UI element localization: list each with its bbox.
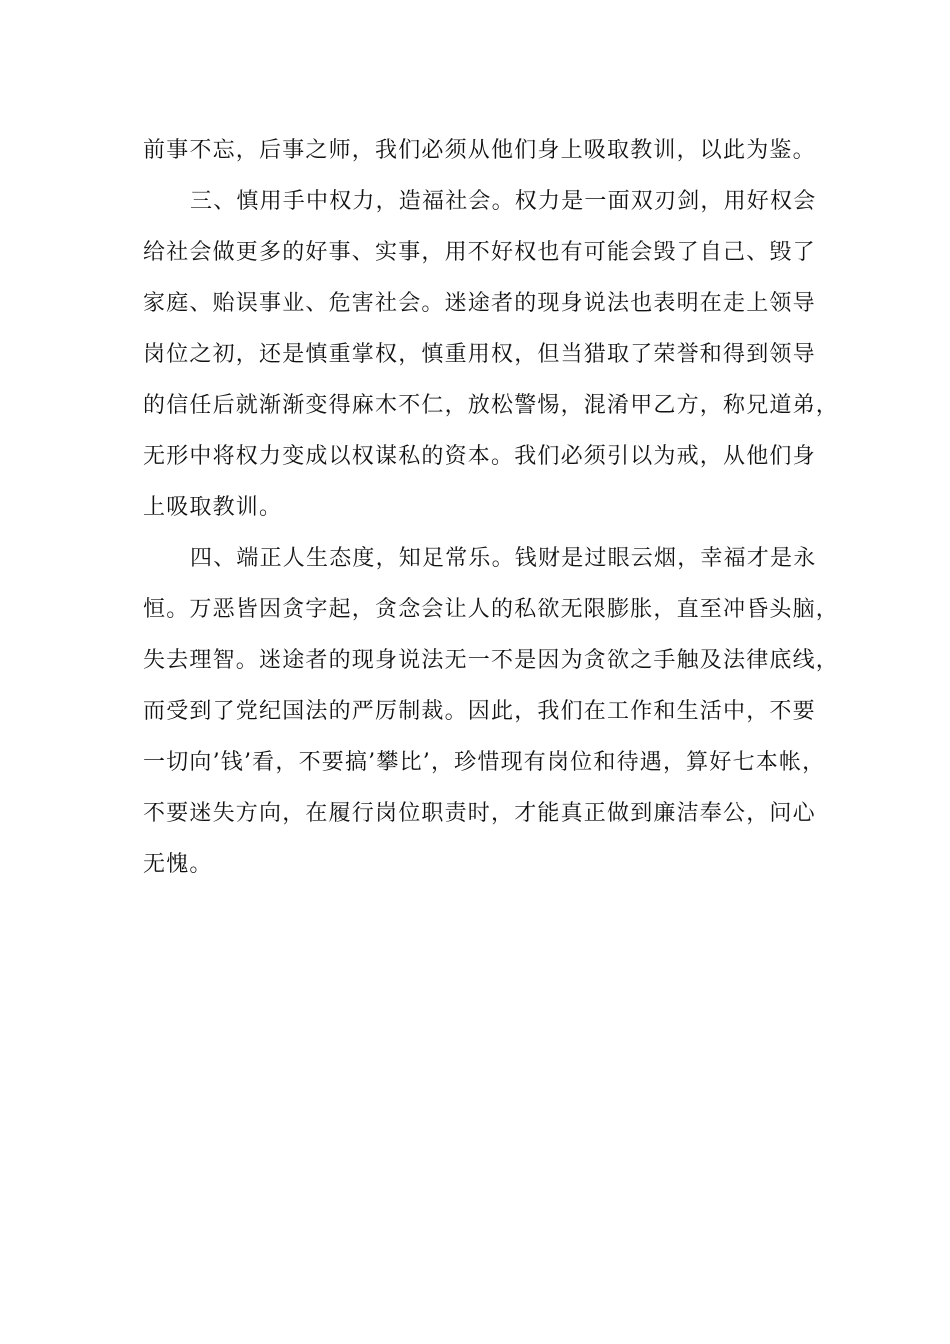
- paragraph-heading-line: 四、端正人生态度，知足常乐。钱财是过眼云烟，幸福才是永: [190, 546, 817, 571]
- text-line: 不要迷失方向，在履行岗位职责时，才能真正做到廉洁奉公，问心: [143, 801, 816, 826]
- text-line: 给社会做更多的好事、实事，用不好权也有可能会毁了自己、毁了: [143, 240, 816, 265]
- text-line: 无形中将权力变成以权谋私的资本。我们必须引以为戒，从他们身: [143, 444, 816, 469]
- text-line: 岗位之初，还是慎重掌权，慎重用权，但当猎取了荣誉和得到领导: [143, 342, 816, 367]
- text-line: 的信任后就渐渐变得麻木不仁，放松警惕，混淆甲乙方，称兄道弟，: [143, 393, 840, 418]
- text-line: 前事不忘，后事之师，我们必须从他们身上吸取教训，以此为鉴。: [143, 138, 816, 163]
- text-line: 一切向’钱’看，不要搞’攀比’，珍惜现有岗位和待遇，算好七本帐，: [143, 750, 826, 775]
- text-line: 上吸取教训。: [143, 495, 283, 520]
- text-line: 家庭、贻误事业、危害社会。迷途者的现身说法也表明在走上领导: [143, 291, 816, 316]
- text-line: 而受到了党纪国法的严厉制裁。因此，我们在工作和生活中，不要: [143, 699, 816, 724]
- text-line: 失去理智。迷途者的现身说法无一不是因为贪欲之手触及法律底线，: [143, 648, 840, 673]
- text-line: 恒。万恶皆因贪字起，贪念会让人的私欲无限膨胀，直至冲昏头脑，: [143, 597, 840, 622]
- text-line: 无愧。: [143, 852, 213, 877]
- paragraph-heading-line: 三、慎用手中权力，造福社会。权力是一面双刃剑，用好权会: [190, 189, 817, 214]
